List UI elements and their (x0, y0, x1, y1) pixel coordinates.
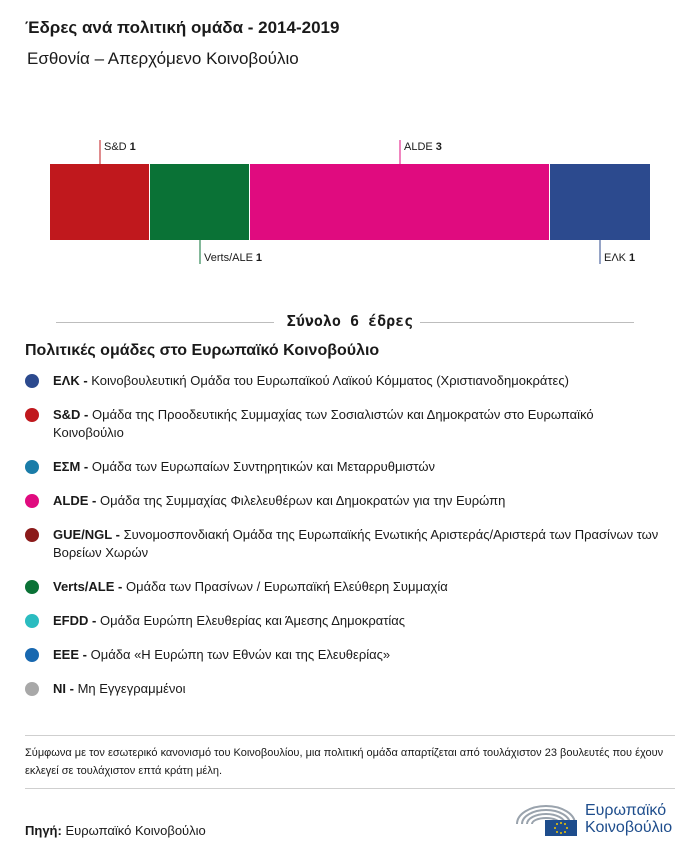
data-label-group: S&D (104, 141, 127, 153)
legend-item (25, 492, 665, 510)
logo-text (585, 802, 672, 836)
legend-group-code: GUE/NGL - (53, 527, 120, 542)
legend-group-name: Ομάδα της Προοδευτικής Συμμαχίας των Σοσιαλιστών και Δημοκρατών στο Ευρωπαϊκό Κοινοβούλιο (53, 407, 594, 440)
data-label (204, 252, 262, 264)
legend-group-code: S&D - (53, 407, 89, 422)
chart-subtitle: Εσθονία – Απερχόμενο Κοινοβούλιο (27, 49, 299, 68)
legend-group-code: ALDE - (53, 493, 97, 508)
legend-group-name: Ομάδα των Ευρωπαίων Συντηρητικών και Μεταρρυθμιστών (91, 459, 436, 474)
legend-color-dot (25, 408, 39, 422)
footnote-bottom-divider (25, 788, 675, 789)
legend-color-dot (25, 648, 39, 662)
data-label-value: 3 (435, 141, 442, 153)
legend-group-code: ΕΣΜ - (53, 459, 89, 474)
bar-segment-verts-ale (150, 164, 249, 240)
legend-color-dot (25, 682, 39, 696)
legend-group-code: ΕΕΕ - (53, 647, 87, 662)
legend-item (25, 526, 665, 562)
legend-heading: Πολιτικές ομάδες στο Ευρωπαϊκό Κοινοβούλιο (25, 342, 380, 359)
legend-item (25, 646, 665, 664)
legend-group-code: EFDD - (53, 613, 97, 628)
chart-title: Έδρες ανά πολιτική ομάδα - 2014-2019 (25, 18, 340, 37)
legend-item (25, 612, 665, 630)
data-label (104, 141, 136, 153)
legend-item (25, 406, 665, 442)
legend-item (25, 372, 665, 390)
data-label-value: 1 (255, 252, 263, 264)
footnote-top-divider (25, 735, 675, 736)
data-label-group: ALDE (404, 141, 433, 153)
legend-group-name: Μη Εγγεγραμμένοι (77, 681, 186, 696)
data-label-group: ΕΛΚ (604, 252, 627, 264)
data-label (404, 141, 442, 153)
data-label-value: 1 (129, 141, 136, 153)
seats-bar-chart (0, 130, 700, 280)
data-label-group: Verts/ALE (204, 252, 253, 264)
source-text: Ευρωπαϊκό Κοινοβούλιο (65, 823, 206, 838)
data-label-value: 1 (629, 252, 636, 264)
legend-color-dot (25, 614, 39, 628)
bar-segment-s-d (50, 164, 149, 240)
legend-color-dot (25, 460, 39, 474)
legend-color-dot (25, 528, 39, 542)
legend-color-dot (25, 580, 39, 594)
total-seats-label: Σύνολο 6 έδρες (286, 312, 414, 330)
parliament-emblem-icon (513, 800, 579, 838)
legend-group-name: Κοινοβουλευτική Ομάδα του Ευρωπαϊκού Λαϊκού Κόμματος (Χριστιανοδημοκράτες) (91, 373, 569, 388)
legend-group-name: Ομάδα των Πρασίνων / Ευρωπαϊκή Ελεύθερη Συμμαχία (125, 579, 448, 594)
legend-color-dot (25, 494, 39, 508)
legend-group-name: Ομάδα Ευρώπη Ελευθερίας και Άμεσης Δημοκρατίας (99, 613, 406, 628)
legend-group-code: ΕΛΚ - (53, 373, 88, 388)
legend-list (25, 372, 665, 714)
legend-color-dot (25, 374, 39, 388)
logo-line-2: Κοινοβούλιο (585, 819, 673, 836)
legend-group-name: Ομάδα της Συμμαχίας Φιλελευθέρων και Δημοκρατών για την Ευρώπη (99, 493, 506, 508)
legend-group-name: Συνομοσπονδιακή Ομάδα της Ευρωπαϊκής Ενωτικής Αριστεράς/Αριστερά των Πρασίνων των Βορείων Χωρών (53, 527, 659, 560)
bar-segment-ελκ (550, 164, 650, 240)
footnote: Σύμφωνα με τον εσωτερικό κανονισμό του Κοινοβουλίου, μια πολιτική ομάδα απαρτίζεται από τουλάχιστον 23 βουλευτές που έχουν εκλεγεί σε τουλάχιστον επτά κράτη μέλη. (25, 747, 664, 777)
legend-group-name: Ομάδα «Η Ευρώπη των Εθνών και της Ελευθερίας» (90, 647, 391, 662)
logo-line-1: Ευρωπαϊκό (585, 802, 667, 819)
european-parliament-logo (513, 800, 683, 840)
source-line (25, 823, 206, 838)
legend-item (25, 458, 665, 476)
legend-item (25, 578, 665, 596)
legend-item (25, 680, 665, 698)
bar-segment-alde (250, 164, 549, 240)
source-label: Πηγή: (25, 823, 62, 838)
data-label (604, 252, 635, 264)
legend-group-code: NI - (53, 681, 74, 696)
legend-group-code: Verts/ALE - (53, 579, 123, 594)
